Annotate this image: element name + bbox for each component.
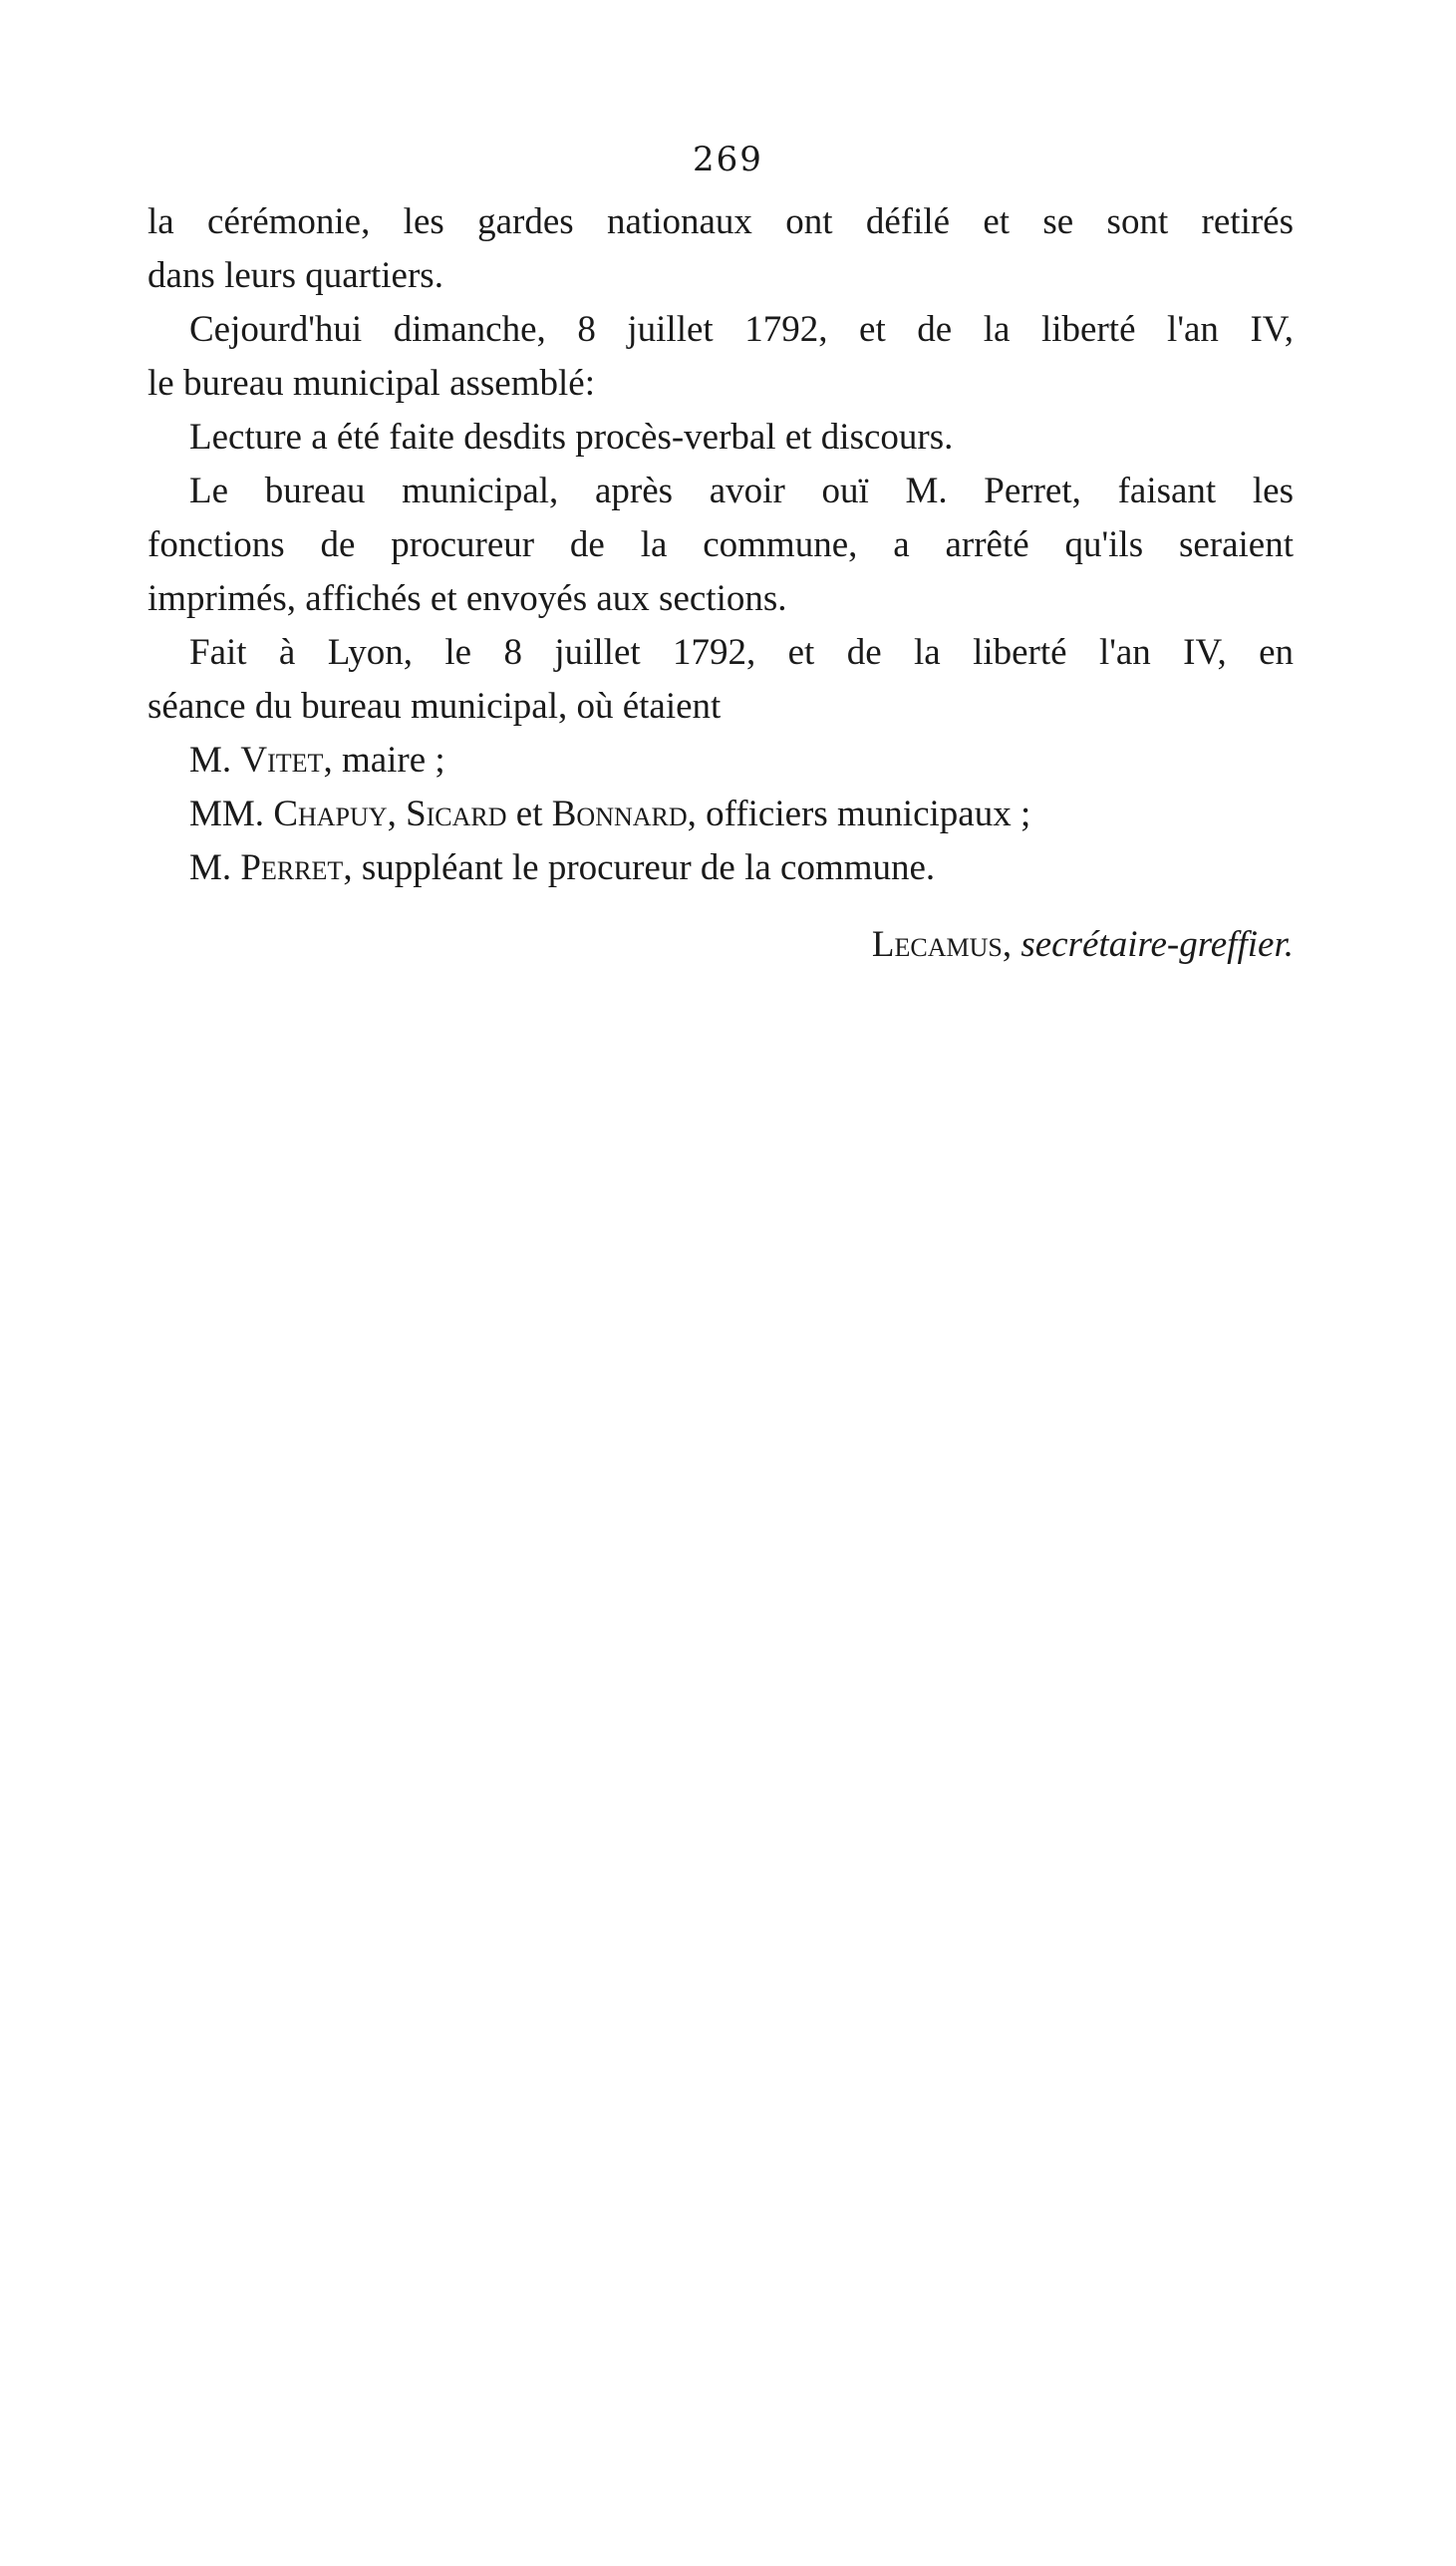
attendee-role: , officiers municipaux ; (687, 794, 1031, 834)
attendee-prefix: MM. (189, 794, 265, 834)
attendee-maire (147, 734, 1294, 788)
attendee-prefix: M. (189, 740, 232, 781)
text-line: Cejourd'hui dimanche, 8 juillet 1792, et de la liberté l'an IV, (189, 309, 1294, 350)
text-line: Fait à Lyon, le 8 juillet 1792, et de la liberté l'an IV, en (189, 632, 1294, 673)
attendee-separator: , (387, 794, 407, 834)
attendee-officiers (147, 788, 1294, 841)
text-line: fonctions de procureur de la commune, a arrêté qu'ils seraient (147, 524, 1294, 565)
attendee-prefix: M. (189, 847, 232, 888)
text-line: Le bureau municipal, après avoir ouï M. Perret, faisant les (189, 471, 1294, 511)
attendee-role: , maire ; (323, 740, 445, 781)
signature-role: secrétaire-greffier. (1020, 924, 1294, 965)
page-number: 269 (693, 140, 763, 179)
attendee-suppleant (147, 841, 1294, 895)
attendee-role: , suppléant le procureur de la commune. (343, 847, 936, 888)
attendee-name: Perret (240, 847, 344, 888)
attendee-name: Chapuy (273, 794, 388, 834)
text-line: dans leurs quartiers. (147, 255, 443, 296)
signature (147, 923, 1294, 966)
attendee-name: Bonnard (551, 794, 688, 834)
text-line: la cérémonie, les gardes nationaux ont défilé et se sont retirés (147, 201, 1294, 242)
text-line: séance du bureau municipal, où étaient (147, 686, 722, 727)
text-line: le bureau municipal assemblé: (147, 363, 595, 404)
attendee-name: Vitet (240, 740, 324, 781)
body-text (147, 195, 1294, 895)
signature-name: Lecamus (871, 924, 1003, 965)
attendee-name: Sicard (406, 794, 507, 834)
signature-separator: , (1002, 924, 1021, 965)
text-line: imprimés, affichés et envoyés aux sections. (147, 578, 787, 619)
text-line: Lecture a été faite desdits procès-verbal et discours. (189, 417, 954, 458)
attendee-separator: et (506, 794, 552, 834)
